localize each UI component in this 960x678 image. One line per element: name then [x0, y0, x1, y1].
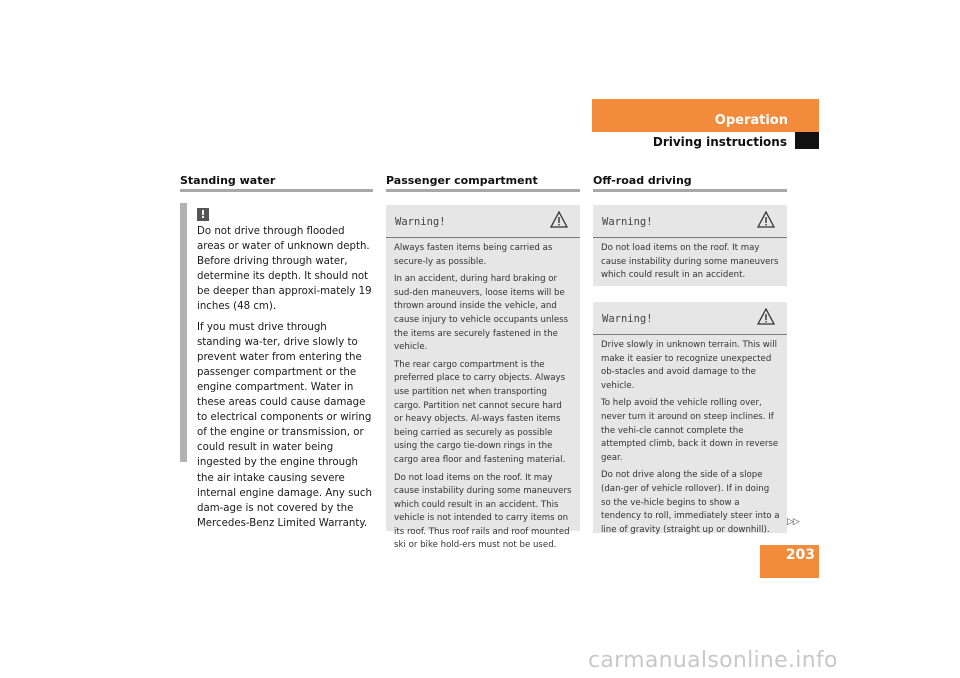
col1-rule: [180, 189, 373, 192]
warning-title: Warning!: [395, 216, 446, 228]
warning-paragraph: Do not load items on the roof. It may cause instability during some maneuvers which could result in an accident.: [601, 243, 779, 281]
warning-header: [593, 302, 787, 335]
roof-warning-box: [593, 205, 787, 286]
warning-paragraph: Always fasten items being carried as secure-ly as possible.: [394, 243, 553, 267]
warning-title: Warning!: [602, 313, 653, 325]
warning-header: [386, 205, 580, 238]
warning-paragraph: In an accident, during hard braking or sud-den maneuvers, loose items will be thrown around inside the vehicle, and cause injury to vehicle occupants unless the items are securely fastened in the vehicle.: [394, 274, 569, 353]
warning-title: Warning!: [602, 216, 653, 228]
page-number-box: [760, 545, 819, 578]
warning-paragraph: Do not load items on the roof. It may cause instability during some maneuvers which could result in an accident. This vehicle is not intended to carry items on its roof. Thus roof rails and roof mounted ski or bike hold-ers must not be used.: [394, 472, 572, 551]
warning-paragraph: Drive slowly in unknown terrain. This will make it easier to recognize unexpected ob-stacles and avoid damage to the vehicle.: [601, 340, 777, 391]
warning-header: [593, 205, 787, 238]
warning-triangle-icon: [550, 211, 568, 232]
offroad-warning-box: [593, 302, 787, 533]
col2-rule: [386, 189, 580, 192]
header-marker: [795, 132, 819, 149]
warning-paragraph: Do not drive along the side of a slope (dan-ger of vehicle rollover). If in doing so the ve-hicle begins to show a tendency to roll, immediately steer into a line of gravity (straight up or downhill).: [601, 470, 780, 535]
col3-rule: [593, 189, 787, 192]
warning-paragraph: The rear cargo compartment is the preferred place to carry objects. Always use partition net when transporting cargo. Partition net cannot secure hard or heavy objects. Al-ways fasten items being carried as securely as possible using the cargo tie-down rings in the cargo area floor and fastening material.: [394, 359, 566, 465]
warning-triangle-icon: [757, 211, 775, 232]
note-paragraph: Do not drive through flooded areas or water of unknown depth. Before driving through water, determine its depth. It should not be deeper than approxi-mately 19 inches (48 cm).: [197, 226, 372, 313]
continued-arrow-icon: ▷▷: [787, 517, 799, 527]
watermark: carmanualsonline.info: [588, 648, 838, 673]
col3-title: Off-road driving: [593, 174, 692, 187]
warning-paragraph: To help avoid the vehicle rolling over, never turn it around on steep inclines. If the vehi-cle cannot complete the attempted climb, back it down in reverse gear.: [601, 398, 779, 463]
standing-water-note: [180, 203, 373, 529]
exclamation-icon: !: [197, 208, 209, 221]
note-paragraph: If you must drive through standing wa-ter, drive slowly to prevent water from entering the passenger compartment or the engine compartment. Water in these areas could cause damage to electrical components or wiring of the engine or transmission, or could result in water being ingested by the engine through the air intake causing severe internal engine damage. Any such dam-age is not covered by the Mercedes-Benz Limited Warranty.: [197, 321, 372, 529]
warning-triangle-icon: [757, 308, 775, 329]
page-number: 203: [785, 547, 815, 563]
col2-title: Passenger compartment: [386, 174, 538, 187]
col1-title: Standing water: [180, 174, 276, 187]
section-title: Operation: [714, 113, 788, 128]
passenger-warning-box: [386, 205, 580, 551]
subsection-title: Driving instructions: [652, 135, 787, 149]
